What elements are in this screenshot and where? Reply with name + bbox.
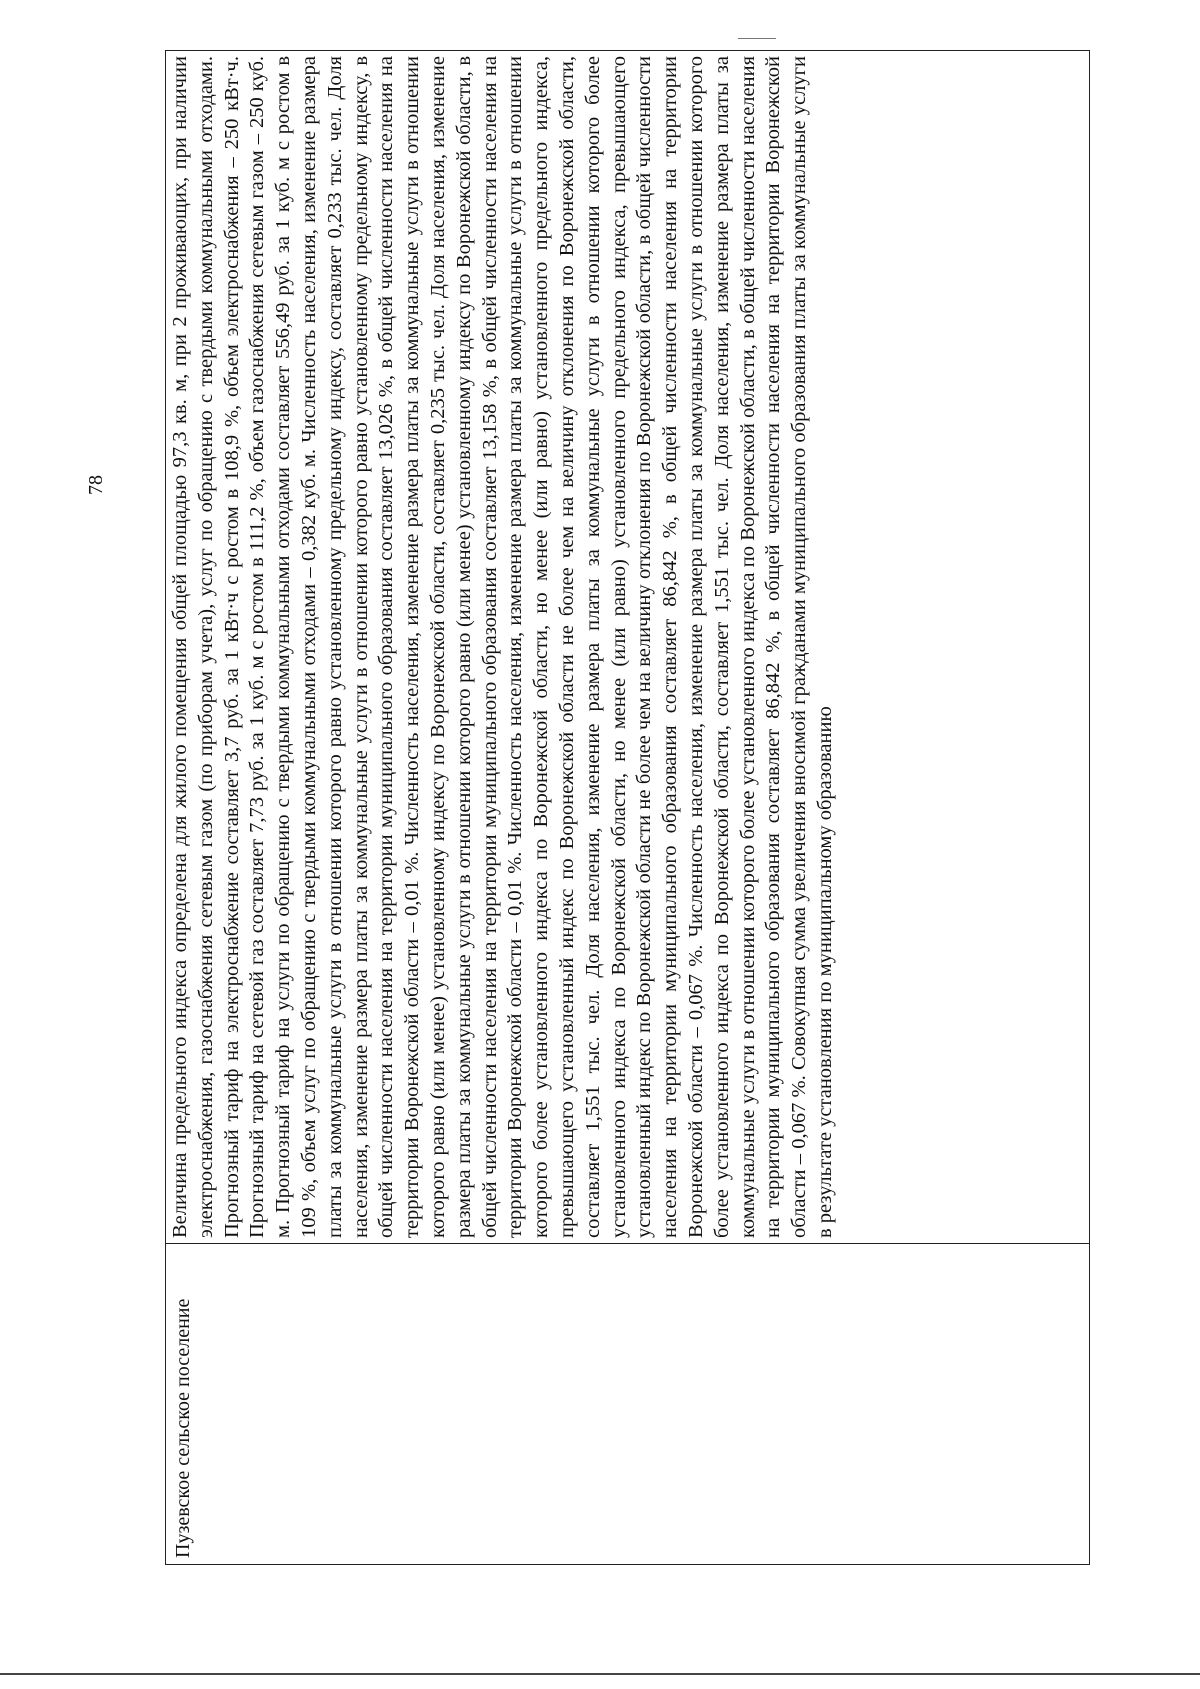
description-text: Величина предельного индекса определена для жилого помещения общей площадью 97,3 кв. м, при 2 проживающих, при наличии электроснабжения, газоснабжения сетевым газом (по приборам учета), услуг по обращению с твердыми коммунальными отходами. Прогнозный тариф на электроснабжение составляет 3,7 руб. за 1 кВт·ч с ростом в 108,9 %, объем электроснабжения – 250 кВт·ч. Прогнозный тариф на сетевой газ составляет 7,73 руб. за 1 куб. м с ростом в 111,2 %, объем газоснабжения сетевым газом – 250 куб. м. Прогнозный тариф на услуги по обращению с твердыми коммунальными отходами составляет 556,49 руб. за 1 куб. м с ростом в 109 %, объем услуг по обращению с твердыми коммунальными отходами – 0,382 куб. м. Численность населения, изменение размера платы за коммунальные услуги в отношении которого равно установленному предельному индексу, составляет 0,233 тыс. чел. Доля населения, изменение размера платы за коммунальные услуги в отношении которого равно установленному предельному индексу, в общей численности населения на территории муниципального образования составляет 13,026 %, в общей численности населения на территории Воронежской области – 0,01 %. Численность населения, изменение размера платы за коммунальные услуги в отношении которого равно (или менее) установленному индексу по Воронежской области, составляет 0,235 тыс. чел. Доля населения, изменение размера платы за коммунальные услуги в отношении которого равно (или менее) установленному индексу по Воронежской области, в общей численности населения на территории муниципального образования составляет 13,158 %, в общей численности населения на территории Воронежской области – 0,01 %. Численность населения, изменение размера платы за коммунальные услуги в отношении которого более установленного индекса по Воронежской области, но менее (или равно) установленного предельного индекса, превышающего установленный индекс по Воронежской области не более чем на величину отклонения по Воронежской области, составляет 1,551 тыс. чел. Доля населения, изменение размера платы за коммунальные услуги в отношении которого более установленного индекса по Воронежской области, но менее (или равно) установленного предельного индекса, превышающего установленный индекс по Воронежской области не более чем на величину отклонения по Воронежской области, в общей численности населения на территории муниципального образования составляет 86,842 %, в общей численности населения на территории Воронежской области – 0,067 %. Численность населения, изменение размера платы за коммунальные услуги в отношении которого более установленного индекса по Воронежской области, составляет 1,551 тыс. чел. Доля населения, изменение размера платы за коммунальные услуги в отношении которого более установленного индекса по Воронежской области, в общей численности населения на территории муниципального образования составляет 86,842 %, в общей численности населения на территории Воронежской области – 0,067 %. Совокупная сумма увеличения вносимой гражданами муниципального образования платы за коммунальные услуги в результате установления по муниципальному образованию	[169, 56, 836, 1238]
rotated-table-container	[165, 53, 1090, 1565]
settlement-cell	[166, 1244, 1090, 1565]
bottom-scan-edge	[0, 1673, 1200, 1675]
table-row	[166, 51, 1090, 1565]
description-cell	[166, 51, 1090, 1244]
page-number: 78	[85, 475, 107, 495]
scan-mark	[738, 38, 776, 39]
index-table	[165, 50, 1090, 1565]
settlement-name: Пузевское сельское поселение	[172, 1298, 194, 1558]
